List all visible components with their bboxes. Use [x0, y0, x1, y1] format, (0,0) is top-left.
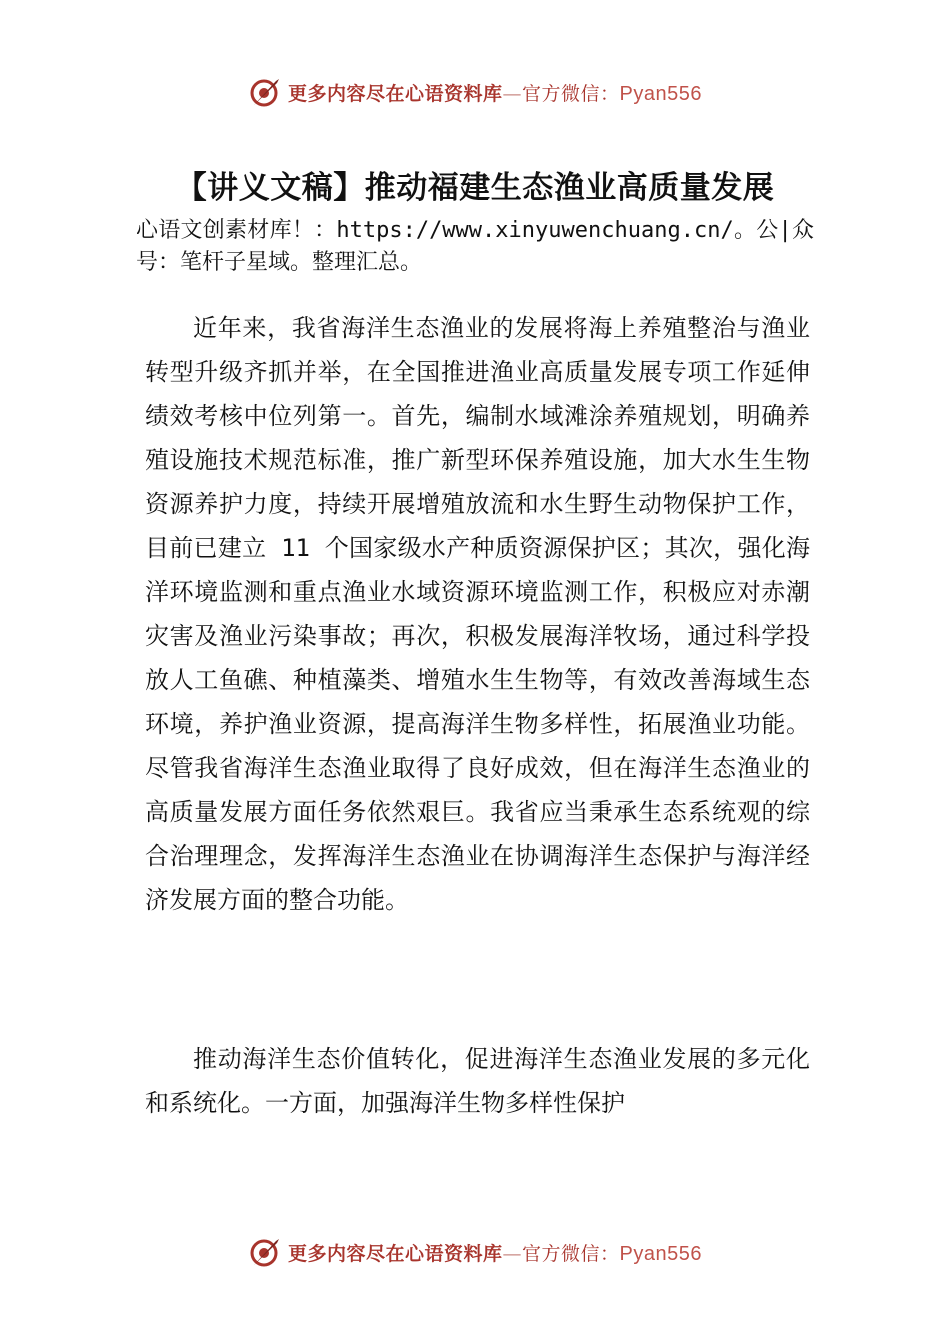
banner-wechat-id: Pyan556 — [619, 1242, 702, 1265]
header-banner — [0, 74, 950, 110]
document-title: 【讲义文稿】推动福建生态渔业高质量发展 — [175, 170, 775, 206]
banner-dash: — — [502, 1242, 523, 1265]
body-paragraph-2: 推动海洋生态价值转化，促进海洋生态渔业发展的多元化和系统化。一方面，加强海洋生物多样性保护 — [145, 1045, 810, 1117]
banner-wechat-id: Pyan556 — [619, 82, 702, 105]
banner-dash: — — [502, 82, 523, 105]
banner-wechat-label: 官方微信： — [522, 82, 620, 105]
source-note: 心语文创素材库！：https://www.xinyuwenchuang.cn/。公|众号：笔杆子星域。整理汇总。 — [136, 218, 814, 275]
banner-library-text: 更多内容尽在心语资料库 — [288, 82, 503, 105]
body-paragraph-1: 近年来，我省海洋生态渔业的发展将海上养殖整治与渔业转型升级齐抓并举，在全国推进渔业高质量发展专项工作延伸绩效考核中位列第一。首先，编制水域滩涂养殖规划，明确养殖设施技术规范标准，推广新型环保养殖设施，加大水生生物资源养护力度，持续开展增殖放流和水生野生动物保护工作，目前已建立 11 个国家级水产种质资源保护区；其次，强化海洋环境监测和重点渔业水域资源环境监测工作，积极应对赤潮灾害及渔业污染事故；再次，积极发展海洋牧场，通过科学投放人工鱼礁、种植藻类、增殖水生生物等，有效改善海域生态环境，养护渔业资源，提高海洋生物多样性，拓展渔业功能。尽管我省海洋生态渔业取得了良好成效，但在海洋生态渔业的高质量发展方面任务依然艰巨。我省应当秉承生态系统观的综合治理理念，发挥海洋生态渔业在协调海洋生态保护与海洋经济发展方面的整合功能。 — [145, 314, 810, 914]
banner-text — [288, 1239, 702, 1266]
banner-wechat-label: 官方微信： — [522, 1242, 620, 1265]
banner-library-text: 更多内容尽在心语资料库 — [288, 1242, 503, 1265]
footer-banner — [0, 1234, 950, 1270]
quill-pen-logo-icon — [248, 1235, 282, 1269]
banner-text — [288, 79, 702, 106]
quill-pen-logo-icon — [248, 75, 282, 109]
